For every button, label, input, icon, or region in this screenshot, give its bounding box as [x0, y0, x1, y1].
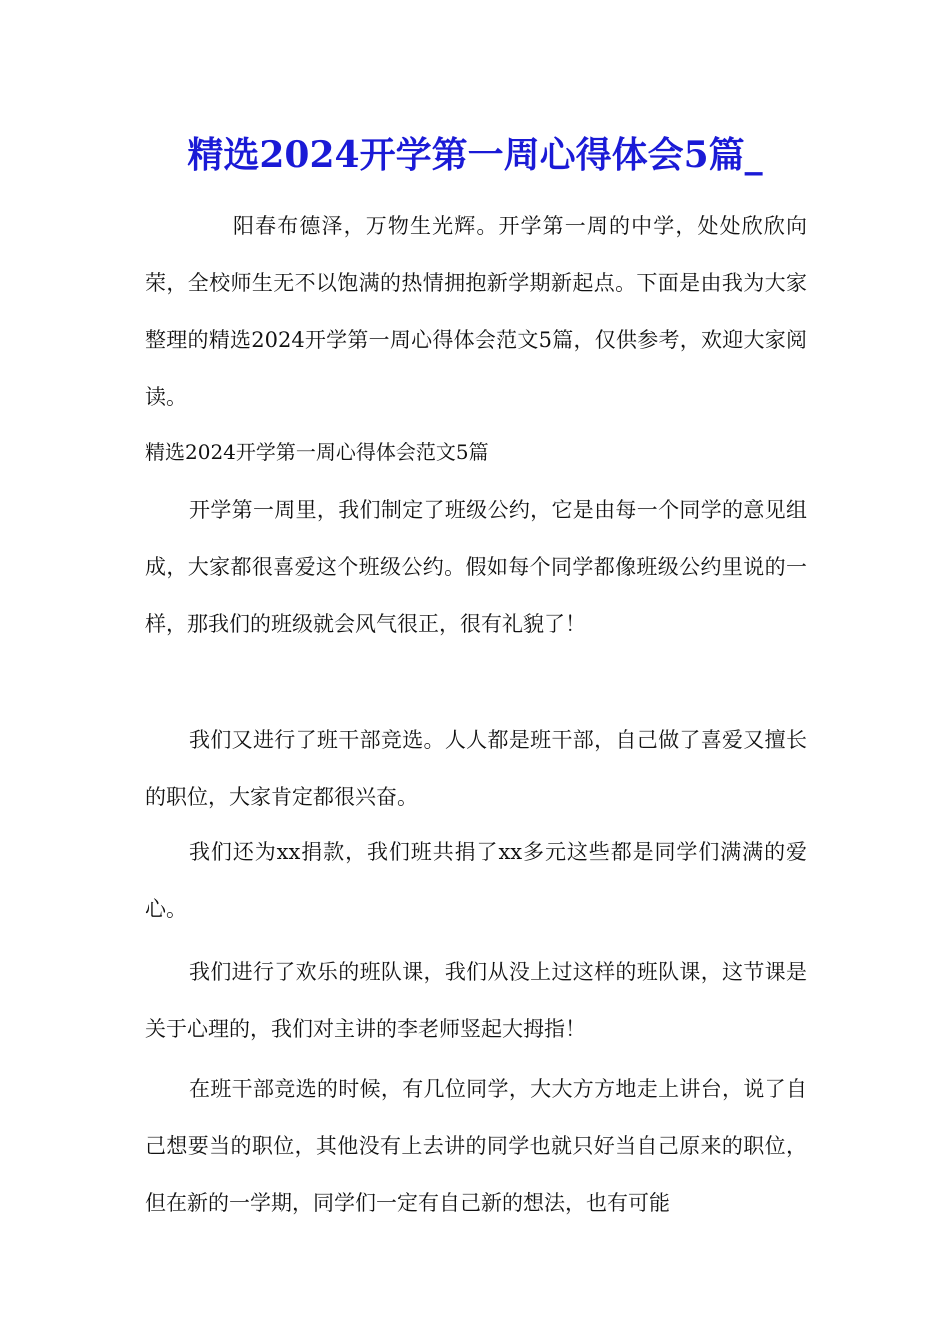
body-paragraph-4: 我们进行了欢乐的班队课，我们从没上过这样的班队课，这节课是关于心理的，我们对主讲的李老师竖起大拇指！: [145, 960, 807, 1041]
body-paragraph-5: 在班干部竞选的时候，有几位同学，大大方方地走上讲台，说了自己想要当的职位，其他没有上去讲的同学也就只好当自己原来的职位，但在新的一学期，同学们一定有自己新的想法，也有可能: [145, 1077, 807, 1215]
body-paragraph-2: 我们又进行了班干部竞选。人人都是班干部，自己做了喜爱又擅长的职位，大家肯定都很兴奋。: [145, 728, 807, 809]
body-paragraph-3: 我们还为xx捐款，我们班共捐了xx多元这些都是同学们满满的爱心。: [145, 840, 807, 921]
intro-paragraph: 阳春布德泽，万物生光辉。开学第一周的中学，处处欣欣向荣，全校师生无不以饱满的热情拥抱新学期新起点。下面是由我为大家整理的精选2024开学第一周心得体会范文5篇，仅供参考，欢迎大家阅读。: [145, 214, 807, 409]
document-title: 精选2024开学第一周心得体会5篇_: [187, 134, 763, 176]
body-paragraph-1: 开学第一周里，我们制定了班级公约，它是由每一个同学的意见组成，大家都很喜爱这个班级公约。假如每个同学都像班级公约里说的一样，那我们的班级就会风气很正，很有礼貌了！: [145, 498, 807, 636]
section-subheading: 精选2024开学第一周心得体会范文5篇: [145, 440, 489, 464]
